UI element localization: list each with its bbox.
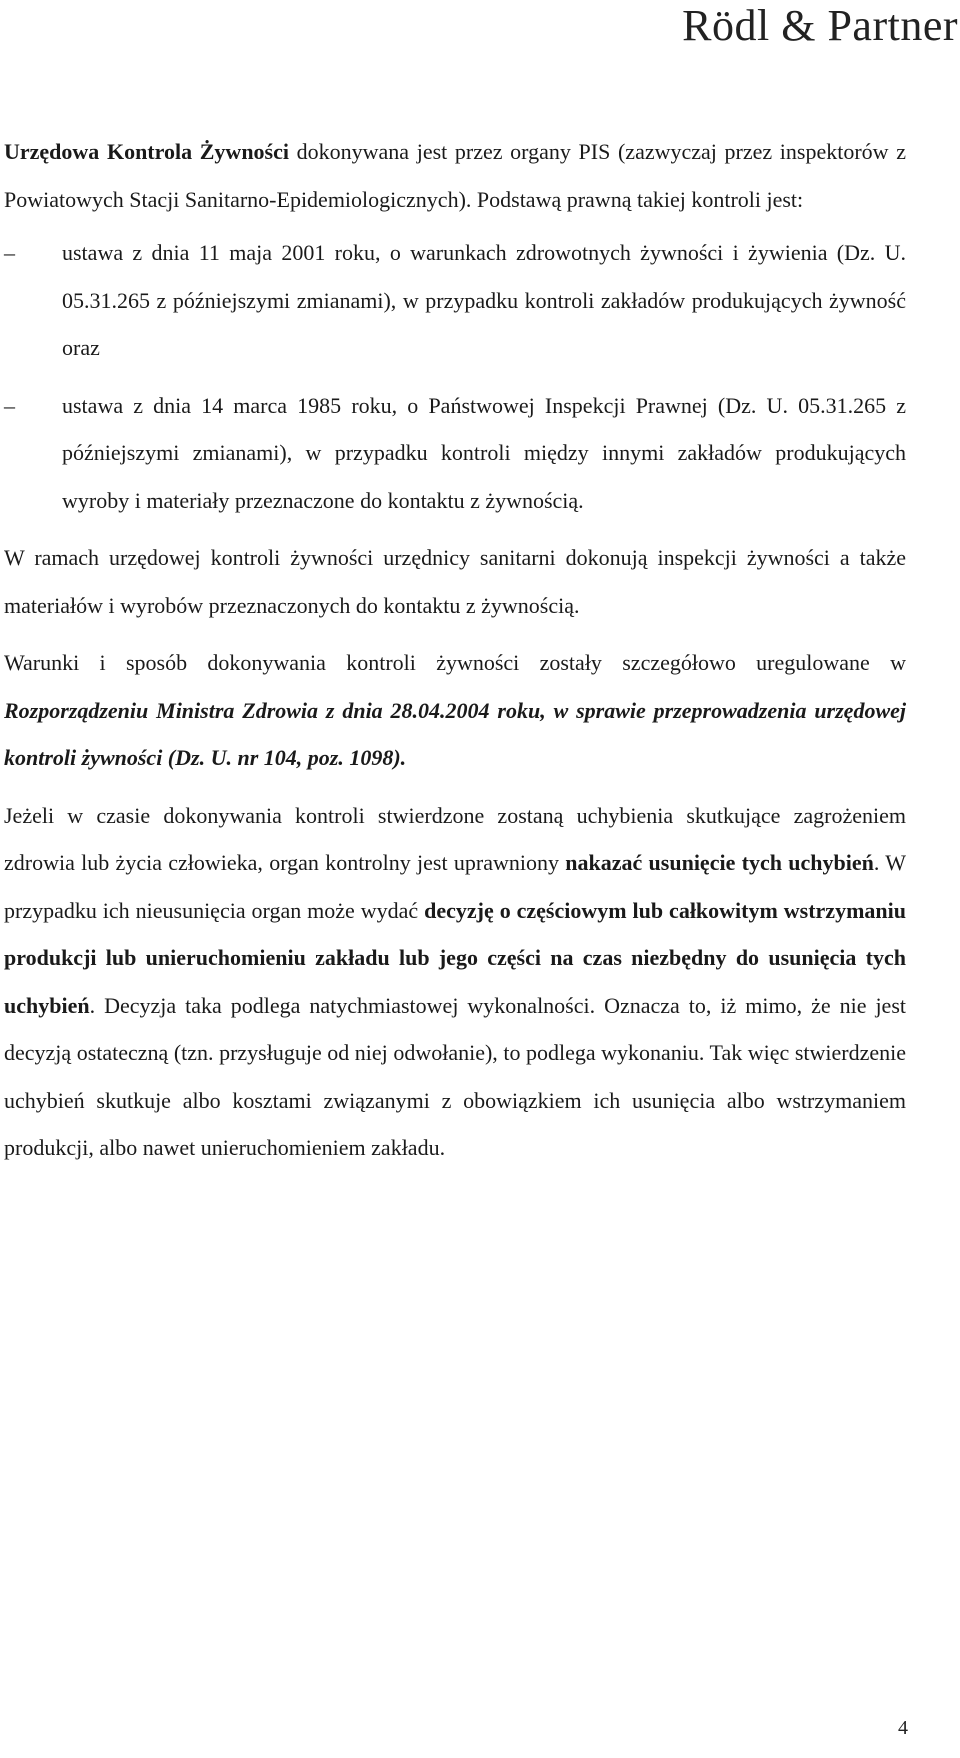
page-number: 4 <box>898 1717 908 1739</box>
list-item-text: ustawa z dnia 11 maja 2001 roku, o warunkach zdrowotnych żywności i żywienia (Dz. U. 05.31.265 z późniejszymi zmianami), w przypadku kontroli zakładów produkujących żywność oraz <box>62 240 906 360</box>
paragraph-text: Warunki i sposób dokonywania kontroli żywności zostały szczegółowo uregulowane w <box>4 650 906 675</box>
paragraph-inspection <box>4 534 906 629</box>
bold-term: Urzędowa Kontrola Żywności <box>4 139 289 164</box>
list-item <box>4 229 906 372</box>
regulation-citation: Rozporządzeniu Ministra Zdrowia z dnia 28.04.2004 roku, w sprawie przeprowadzenia urzędowej kontroli żywności (Dz. U. nr 104, poz. 1098). <box>4 697 906 770</box>
paragraph-text: . W przypadku ich nieusunięcia organ może wydać <box>4 850 907 923</box>
list-item-text: ustawa z dnia 14 marca 1985 roku, o Państwowej Inspekcji Prawnej (Dz. U. 05.31.265 z późniejszymi zmianami), w przypadku kontroli między innymi zakładów produkujących wyroby i materiały przeznaczone do kontaktu z żywnością. <box>62 392 906 513</box>
bold-decision-text: decyzję o częściowym lub całkowitym wstrzymaniu produkcji lub unieruchomieniu zakładu lub jego części na czas niezbędny do usunięcia tych uchybień <box>4 897 906 1018</box>
dash-bullet-icon: – <box>4 240 15 265</box>
dash-bullet-icon: – <box>4 392 15 418</box>
paragraph-consequences <box>4 792 906 1172</box>
paragraph-regulation <box>4 639 906 782</box>
paragraph-text: . Decyzja taka podlega natychmiastowej wykonalności. Oznacza to, iż mimo, że nie jest decyzją ostateczną (tzn. przysługuje od niej odwołanie), to podlega wykonaniu. Tak więc stwierdzenie uchybień skutkuje albo kosztami związanymi z obowiązkiem ich usunięcia albo wstrzymaniem produkcji, albo nawet unieruchomieniem zakładu. <box>4 992 906 1160</box>
list-item <box>4 382 906 525</box>
paragraph-intro <box>4 128 906 223</box>
paragraph-text: W ramach urzędowej kontroli żywności urzędnicy sanitarni dokonują inspekcji żywności a także materiałów i wyrobów przeznaczonych do kontaktu z żywnością. <box>4 545 906 618</box>
brand-logo: Rödl & Partner <box>682 1 958 50</box>
paragraph-text: dokonywana jest przez organy PIS (zazwyczaj przez inspektorów z Powiatowych Stacji Sanitarno-Epidemiologicznych). Podstawą prawną takiej kontroli jest: <box>4 139 906 212</box>
document-body <box>4 128 906 1182</box>
paragraph-text: Jeżeli w czasie dokonywania kontroli stwierdzone zostaną uchybienia skutkujące zagrożeniem zdrowia lub życia człowieka, organ kontrolny jest uprawniony <box>4 802 906 875</box>
bold-order-text: nakazać usunięcie tych uchybień <box>565 850 874 875</box>
